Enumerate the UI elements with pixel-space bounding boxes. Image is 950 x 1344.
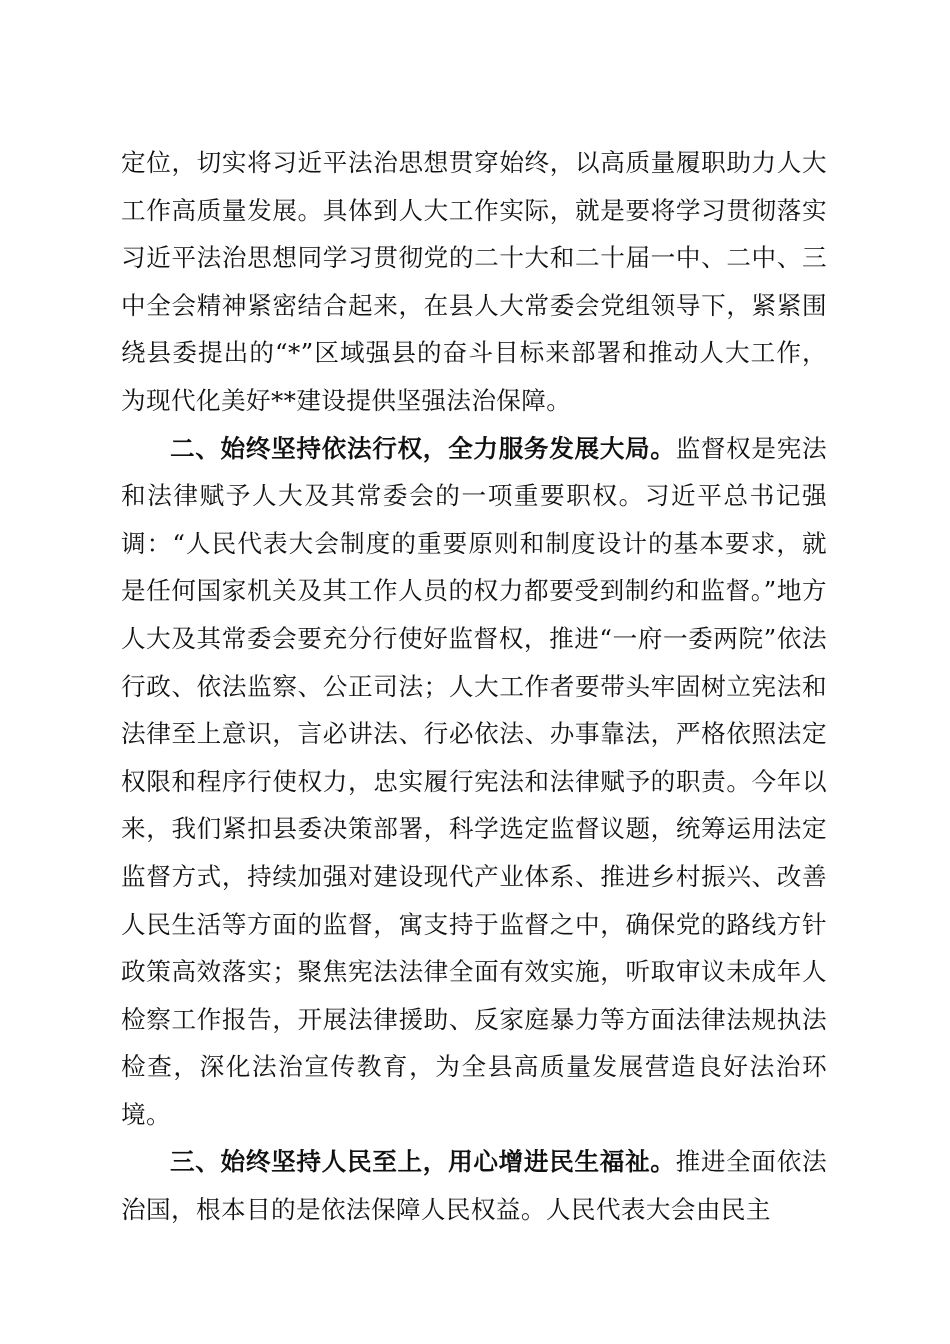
section-heading: 三、始终坚持人民至上，用心增进民生福祉。	[170, 1147, 676, 1177]
paragraph-section-three	[121, 1138, 827, 1233]
paragraph-body: 监督权是宪法和法律赋予人大及其常委会的一项重要职权。习近平总书记强调：“人民代表大会制度的重要原则和制度设计的基本要求，就是任何国家机关及其工作人员的权力都要受到制约和监督。”地方人大及其常委会要充分行使好监督权，推进“一府一委两院”依法行政、依法监察、公正司法；人大工作者要带头牢固树立宪法和法律至上意识，言必讲法、行必依法、办事靠法，严格依照法定权限和程序行使权力，忠实履行宪法和法律赋予的职责。今年以来，我们紧扣县委决策部署，科学选定监督议题，统筹运用法定监督方式，持续加强对建设现代产业体系、推进乡村振兴、改善人民生活等方面的监督，寓支持于监督之中，确保党的路线方针政策高效落实；聚焦宪法法律全面有效实施，听取审议未成年人检察工作报告，开展法律援助、反家庭暴力等方面法律法规执法检查，深化法治宣传教育，为全县高质量发展营造良好法治环境。	[121, 433, 828, 1129]
paragraph-body: 推进全面依法治国，根本目的是依法保障人民权益。人民代表大会由民主	[121, 1147, 827, 1225]
paragraph-section-two	[121, 425, 827, 1139]
paragraph-continuation	[121, 139, 827, 425]
section-heading: 二、始终坚持依法行权，全力服务发展大局。	[170, 433, 676, 463]
paragraph-body: 定位，切实将习近平法治思想贯穿始终，以高质量履职助力人大工作高质量发展。具体到人大工作实际，就是要将学习贯彻落实习近平法治思想同学习贯彻党的二十大和二十届一中、二中、三中全会精神紧密结合起来，在县人大常委会党组领导下，紧紧围绕县委提出的“*”区域强县的奋斗目标来部署和推动人大工作，为现代化美好**建设提供坚强法治保障。	[121, 148, 827, 415]
document-body	[121, 139, 827, 1234]
